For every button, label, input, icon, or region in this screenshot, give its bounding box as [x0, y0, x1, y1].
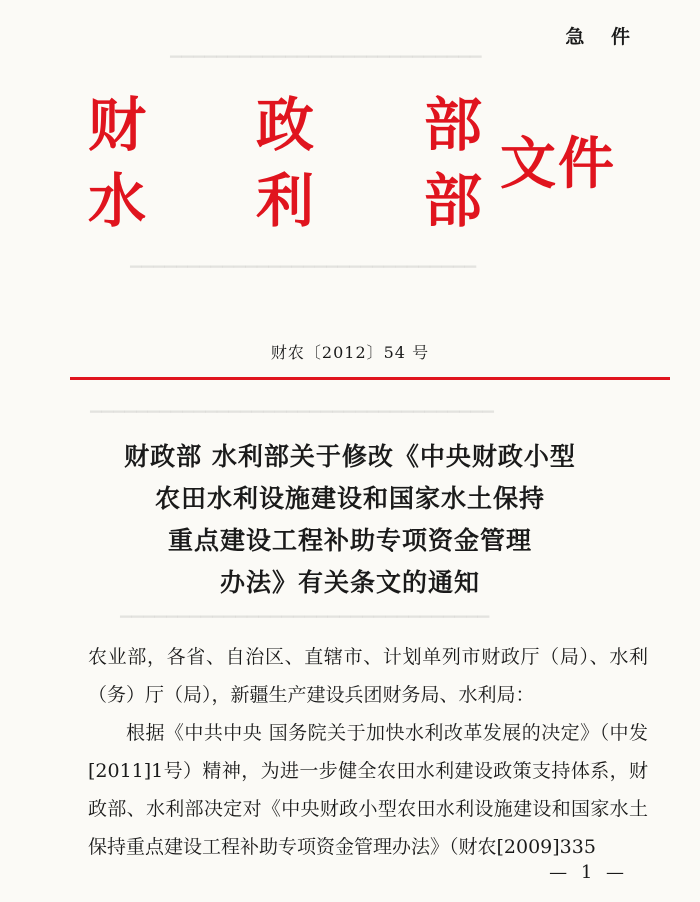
page-number: — 1 — [549, 862, 628, 883]
bleed-through-texture: ▁▁▁▁▁▁▁▁▁▁▁▁▁▁▁▁▁▁▁▁▁▁▁▁▁▁▁▁▁▁▁▁▁▁▁ [90, 395, 494, 413]
issuer-line-finance [88, 91, 483, 159]
document-title [0, 436, 700, 604]
issuer-char: 政 [256, 91, 315, 159]
issuer-char: 财 [88, 91, 147, 159]
addressees: 农业部，各省、自治区、直辖市、计划单列市财政厅（局）、水利（务）厅（局），新疆生产建设兵团财务局、水利局： [88, 646, 648, 706]
title-line: 农田水利设施建设和国家水土保持 [154, 484, 545, 513]
document-number: 财农〔2012〕54 号 [270, 343, 430, 362]
issuer-char: 水 [88, 167, 147, 235]
bleed-through-texture: ▁▁▁▁▁▁▁▁▁▁▁▁▁▁▁▁▁▁▁▁▁▁▁▁▁▁▁▁▁▁▁▁ [120, 600, 490, 618]
issuer-line-water [88, 167, 483, 235]
bleed-through-texture: ▁▁▁▁▁▁▁▁▁▁▁▁▁▁▁▁▁▁▁▁▁▁▁▁▁▁▁ [170, 40, 482, 58]
title-line: 重点建设工程补助专项资金管理 [167, 526, 532, 555]
body-paragraph: 根据《中共中央 国务院关于加快水利改革发展的决定》（中发[2011]1号）精神，为进一步健全农田水利建设政策支持体系，财政部、水利部决定对《中央财政小型农田水利设施建设和国家水土保持重点建设工程补助专项资金管理办法》（财农[2009]335 [88, 722, 648, 858]
red-separator-line [70, 377, 670, 380]
document-type: 文件 [500, 132, 616, 197]
title-line: 办法》有关条文的通知 [219, 568, 480, 597]
bleed-through-texture: ▁▁▁▁▁▁▁▁▁▁▁▁▁▁▁▁▁▁▁▁▁▁▁▁▁▁▁▁▁▁ [130, 250, 477, 268]
document-body [88, 638, 648, 866]
urgency-mark: 急 件 [565, 26, 640, 48]
issuer-char: 部 [424, 91, 483, 159]
issuer-char: 部 [424, 167, 483, 235]
title-line: 财政部 水利部关于修改《中央财政小型 [124, 442, 576, 471]
issuer-char: 利 [256, 167, 315, 235]
